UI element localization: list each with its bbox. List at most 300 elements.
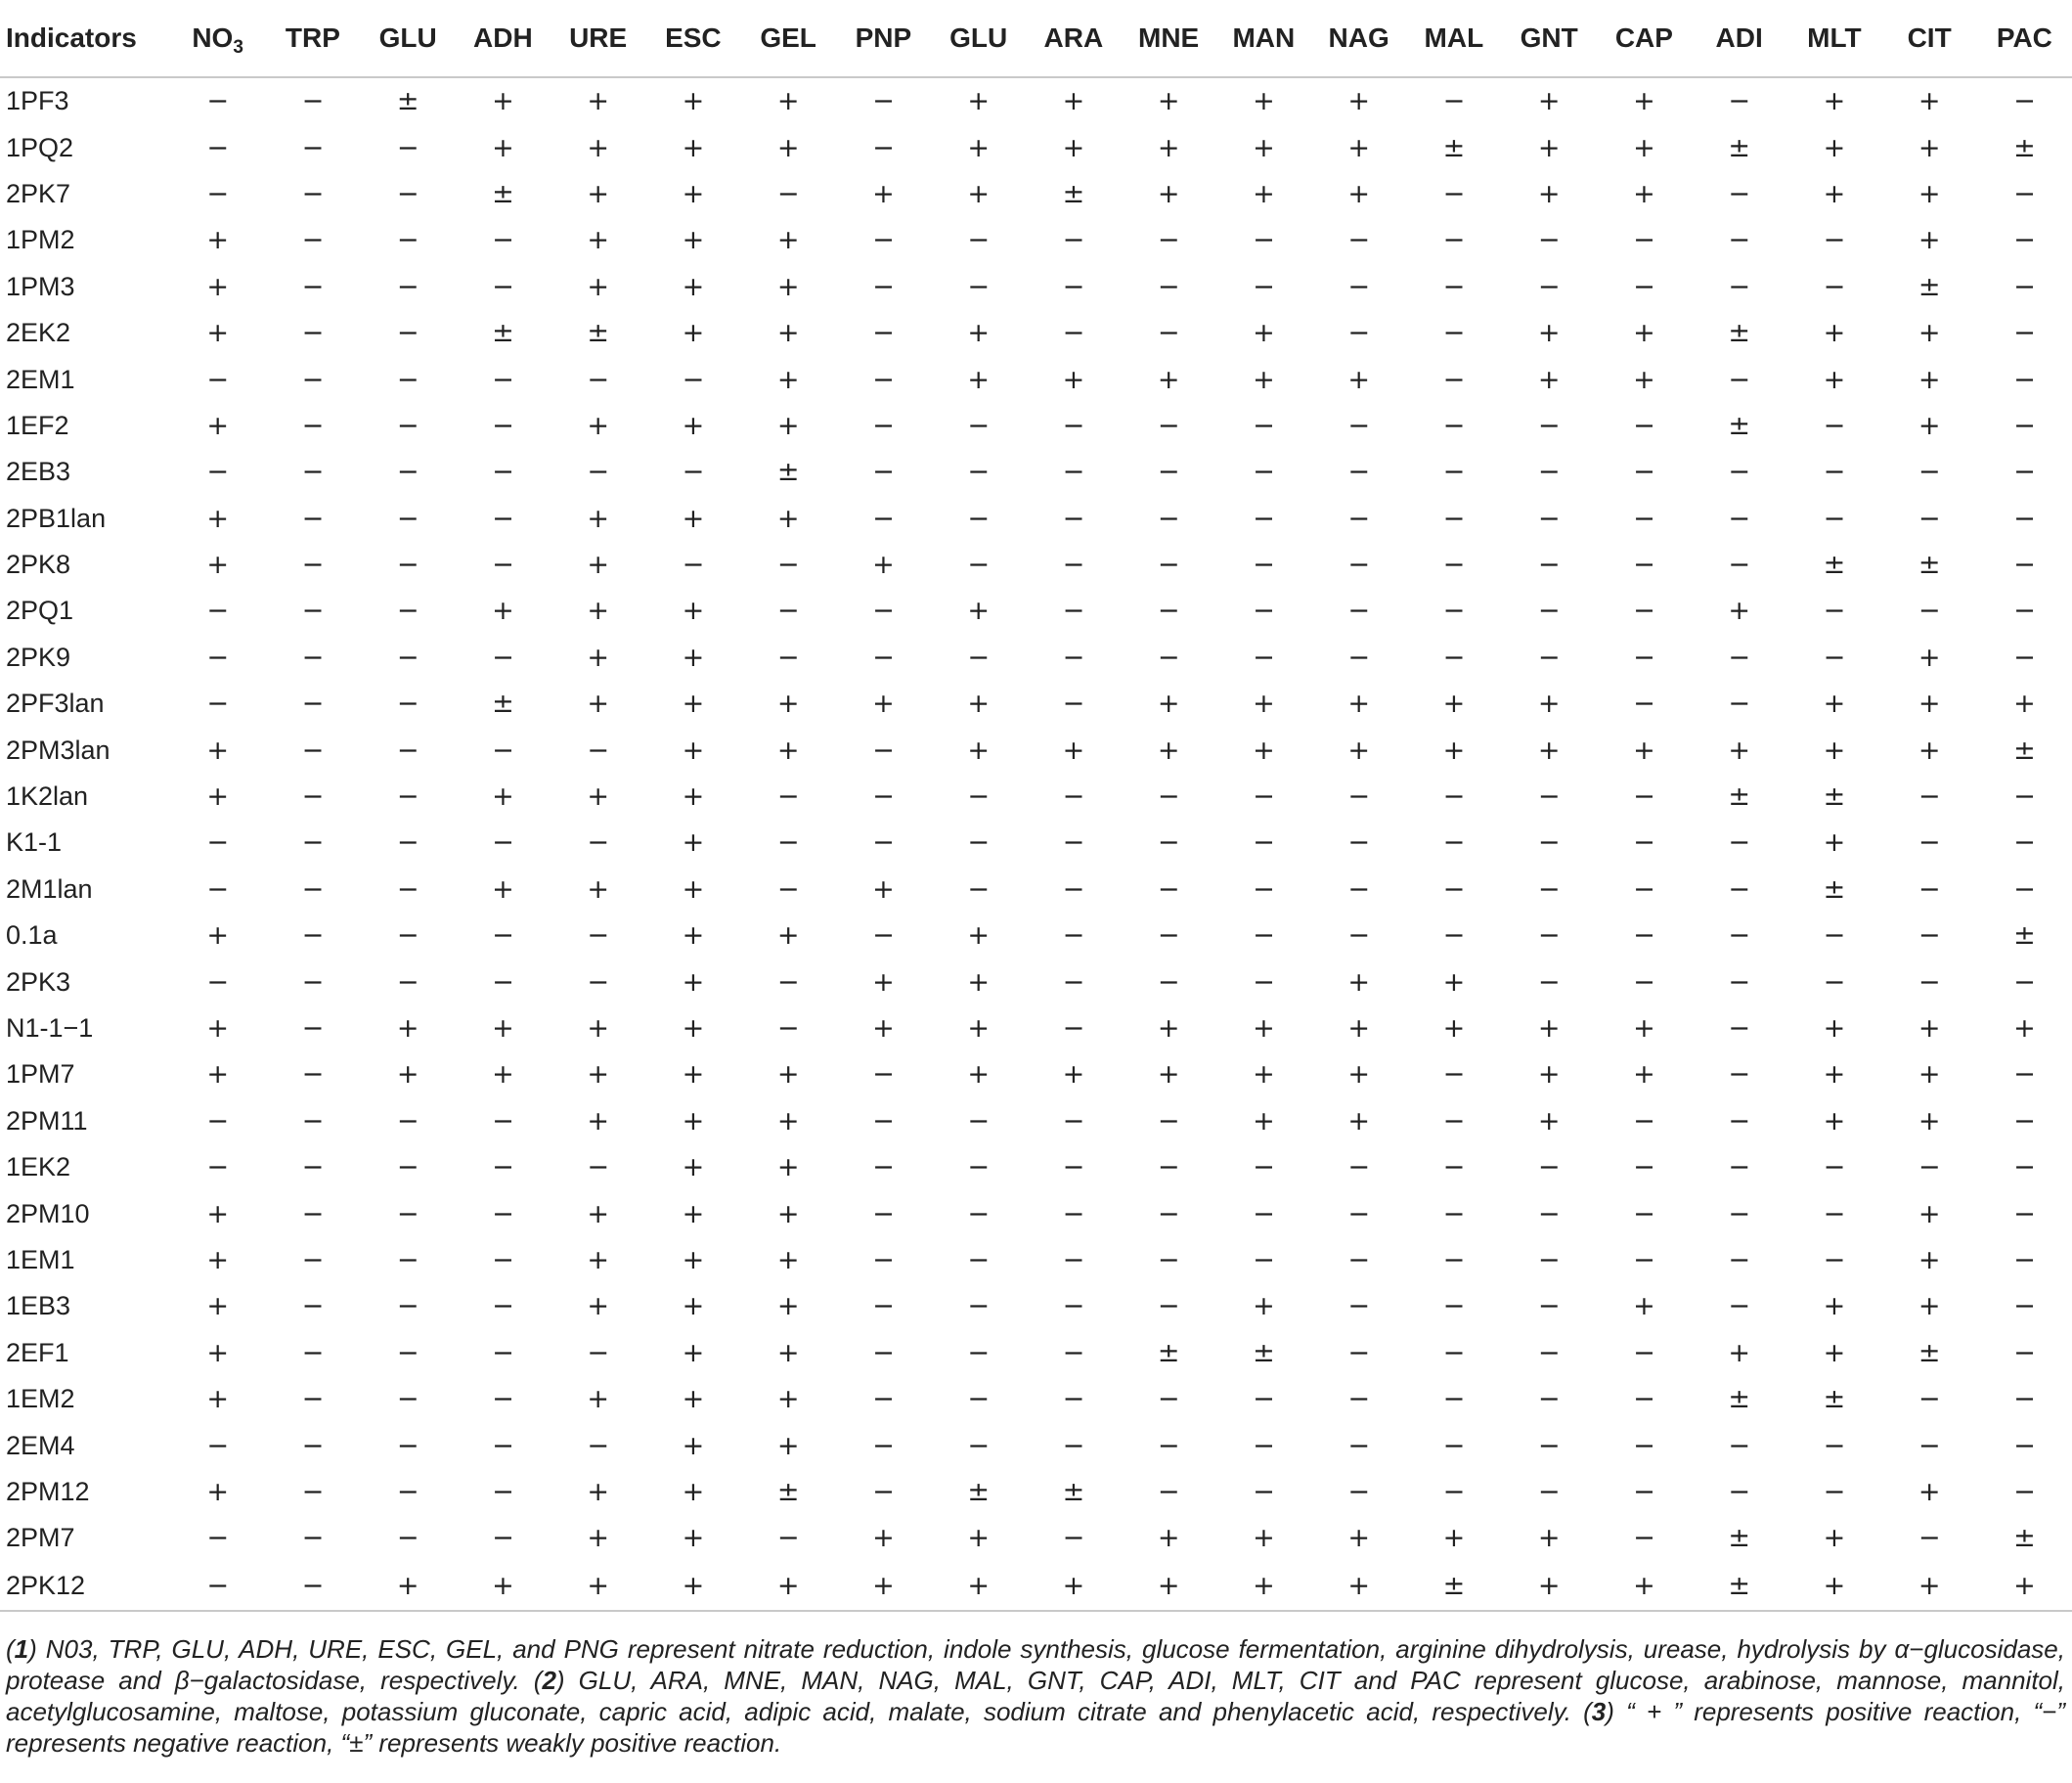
reaction-cell: + [492, 873, 514, 905]
table-footnote: (1) N03, TRP, GLU, ADH, URE, ESC, GEL, and PNG represent nitrate reduction, indole synthesis, glucose fermentation, arginine dihydrolysis, urease, hydrolysis by α−glucosidase, protease and β−galactosidase, respectively. (2) GLU, ARA, MNE, MAN, NAG, MAL, GNT, CAP, ADI, MLT, CIT and PAC represent glucose, arabinose, mannose, mannitol, acetylglucosamine, maltose, potassium gluconate, capric acid, adipic acid, malate, sodium citrate and phenylacetic acid, respectively. (3) “ + ” represents positive reaction, “−” represents negative reaction, “±” represents weakly positive reaction. [6, 1634, 2066, 1758]
footnote-number: 3 [1591, 1697, 1607, 1726]
reaction-cell: + [682, 1337, 705, 1368]
reaction-cell: − [301, 457, 325, 488]
reaction-cell: − [967, 1291, 990, 1322]
reaction-cell: − [301, 689, 325, 720]
row-header-cell: Indicators [0, 0, 170, 77]
reaction-cell: + [587, 1059, 609, 1091]
reaction-cell: − [1062, 689, 1085, 720]
reaction-cell: − [776, 966, 800, 998]
reaction-cell: + [776, 1244, 800, 1275]
reaction-cell: + [1537, 178, 1561, 209]
column-header-label: CAP [1614, 22, 1673, 53]
table-row [0, 913, 2072, 958]
reaction-cell: + [872, 689, 895, 720]
reaction-cell: − [872, 225, 895, 256]
reaction-cell: − [872, 1430, 895, 1461]
reaction-cell: − [1253, 457, 1275, 488]
reaction-cell: − [1062, 1105, 1085, 1137]
reaction-cell: − [1537, 1384, 1561, 1415]
row-label: 1EM1 [6, 1244, 75, 1274]
reaction-cell: + [587, 1013, 609, 1044]
reaction-cell: − [1062, 596, 1085, 627]
column-header [836, 0, 931, 77]
reaction-cell: + [206, 920, 229, 952]
reaction-cell: − [1442, 827, 1466, 859]
reaction-cell: − [872, 920, 895, 952]
table-body [0, 77, 2072, 1611]
table-row [0, 1051, 2072, 1097]
reaction-cell: + [1918, 735, 1941, 766]
row-label: 0.1a [6, 920, 58, 951]
table-row [0, 867, 2072, 913]
reaction-cell: − [396, 781, 419, 813]
reaction-cell: − [1728, 1198, 1750, 1229]
reaction-cell: − [206, 132, 229, 163]
reaction-cell: − [1253, 966, 1275, 998]
reaction-cell: + [587, 271, 609, 302]
reaction-cell: − [1062, 1013, 1085, 1044]
reaction-cell: − [967, 1384, 990, 1415]
reaction-cell: + [872, 1013, 895, 1044]
table-row [0, 356, 2072, 402]
reaction-cell: − [396, 503, 419, 534]
row-label: 1PM2 [6, 225, 75, 255]
reaction-cell: − [2013, 1476, 2036, 1507]
reaction-cell: − [1918, 1523, 1941, 1554]
reaction-cell: + [1062, 364, 1085, 395]
row-label: 1PM7 [6, 1059, 75, 1090]
column-header [1786, 0, 1881, 77]
reaction-cell: − [206, 873, 229, 905]
column-header [931, 0, 1026, 77]
reaction-cell: + [1597, 1562, 1692, 1611]
reaction-cell: − [1062, 781, 1085, 813]
reaction-cell: + [967, 1523, 990, 1554]
reaction-cell: − [1728, 364, 1750, 395]
reaction-cell: + [776, 735, 800, 766]
reaction-cell: − [301, 271, 325, 302]
reaction-cell: + [1823, 827, 1846, 859]
reaction-cell: + [1062, 1059, 1085, 1091]
reaction-cell: + [1537, 735, 1561, 766]
reaction-cell: − [1347, 1384, 1370, 1415]
reaction-cell: + [1633, 86, 1655, 117]
reaction-cell: + [1253, 132, 1275, 163]
column-header [1026, 0, 1121, 77]
reaction-cell: − [2013, 550, 2036, 581]
reaction-cell: + [2013, 1013, 2036, 1044]
reaction-cell: + [1537, 132, 1561, 163]
reaction-cell: − [492, 1198, 514, 1229]
column-header-label: ADH [473, 22, 533, 53]
reaction-cell: ± [1253, 1337, 1275, 1368]
reaction-cell: − [1442, 920, 1466, 952]
reaction-cell: − [967, 503, 990, 534]
reaction-cell: − [301, 1244, 325, 1275]
reaction-cell: − [1253, 271, 1275, 302]
reaction-cell: − [301, 364, 325, 395]
reaction-cell: + [967, 318, 990, 349]
reaction-cell: − [1728, 1291, 1750, 1322]
reaction-cell: − [1633, 550, 1655, 581]
reaction-cell: − [1442, 457, 1466, 488]
reaction-cell: ± [492, 178, 514, 209]
reaction-cell: − [1062, 318, 1085, 349]
reaction-cell: ± [1728, 410, 1750, 441]
reaction-cell: − [1442, 642, 1466, 673]
reaction-cell: + [1728, 596, 1750, 627]
reaction-cell: − [1347, 225, 1370, 256]
reaction-cell: − [1633, 827, 1655, 859]
reaction-cell: − [1062, 225, 1085, 256]
reaction-cell: − [587, 457, 609, 488]
reaction-cell: − [396, 132, 419, 163]
reaction-cell: + [967, 364, 990, 395]
reaction-cell: − [396, 1430, 419, 1461]
reaction-cell: − [1823, 271, 1846, 302]
reaction-cell: + [1442, 1013, 1466, 1044]
reaction-cell: − [1157, 642, 1180, 673]
reaction-cell: + [1253, 86, 1275, 117]
footnote-text: GLU, ARA, MNE, MAN, NAG, MAL, GNT, CAP, ADI, MLT, CIT and PAC represent glucose, arabinose, mannose, mannitol, acetylglucosamine, maltose, potassium gluconate, capric acid, adipic acid, malate, sodium citrate and phenylacetic acid, respectively. [6, 1666, 2066, 1726]
reaction-cell: + [1502, 1562, 1597, 1611]
reaction-cell: − [301, 596, 325, 627]
row-label: 1K2lan [6, 781, 89, 812]
reaction-cell: − [301, 550, 325, 581]
reaction-cell: − [396, 364, 419, 395]
reaction-cell: + [836, 1562, 931, 1611]
column-header [741, 0, 836, 77]
reaction-cell: − [872, 1337, 895, 1368]
reaction-cell: − [1633, 1384, 1655, 1415]
reaction-cell: − [1823, 1476, 1846, 1507]
reaction-cell: − [1537, 271, 1561, 302]
reaction-cell: − [492, 1291, 514, 1322]
reaction-cell: − [1823, 1152, 1846, 1183]
table-row [0, 958, 2072, 1004]
reaction-cell: + [1122, 1562, 1216, 1611]
reaction-cell: + [1537, 1013, 1561, 1044]
reaction-cell: − [1062, 1384, 1085, 1415]
reaction-cell: + [1157, 689, 1180, 720]
reaction-cell: + [1216, 1562, 1311, 1611]
reaction-cell: ± [1728, 132, 1750, 163]
table-row [0, 727, 2072, 773]
reaction-cell: − [1253, 781, 1275, 813]
reaction-cell: − [1157, 457, 1180, 488]
reaction-cell: + [682, 1152, 705, 1183]
reaction-cell: + [587, 1384, 609, 1415]
reaction-cell: + [1157, 1013, 1180, 1044]
reaction-cell: − [1347, 1152, 1370, 1183]
reaction-cell: − [1347, 1337, 1370, 1368]
reaction-cell: − [872, 86, 895, 117]
reaction-cell: − [2013, 1152, 2036, 1183]
reaction-cell: − [2013, 178, 2036, 209]
reaction-cell: + [682, 1384, 705, 1415]
row-label: 2PM3lan [6, 735, 110, 765]
reaction-cell: − [1537, 920, 1561, 952]
reaction-cell: − [1442, 225, 1466, 256]
reaction-cell: − [301, 318, 325, 349]
column-header [1216, 0, 1311, 77]
column-header-label: GLU [378, 22, 437, 53]
reaction-cell: + [1347, 966, 1370, 998]
reaction-cell: − [1062, 1430, 1085, 1461]
reaction-cell: − [587, 920, 609, 952]
reaction-cell: − [872, 457, 895, 488]
reaction-cell: − [967, 271, 990, 302]
column-header-label: PAC [1996, 22, 2052, 53]
reaction-cell: + [741, 1562, 836, 1611]
reaction-cell: − [492, 503, 514, 534]
reaction-cell: + [776, 1337, 800, 1368]
reaction-cell: − [1633, 1523, 1655, 1554]
reaction-cell: − [206, 364, 229, 395]
reaction-cell: − [301, 735, 325, 766]
reaction-cell: − [1062, 457, 1085, 488]
reaction-cell: − [2013, 781, 2036, 813]
reaction-cell: − [587, 966, 609, 998]
reaction-cell: − [1347, 503, 1370, 534]
reaction-cell: + [1253, 364, 1275, 395]
reaction-cell: + [682, 503, 705, 534]
reaction-cell: + [1823, 132, 1846, 163]
reaction-cell: − [1157, 1198, 1180, 1229]
reaction-cell: − [776, 550, 800, 581]
reaction-cell: ± [1157, 1337, 1180, 1368]
reaction-cell: + [492, 1059, 514, 1091]
column-header [551, 0, 645, 77]
reaction-cell: + [776, 1198, 800, 1229]
reaction-cell: + [1633, 735, 1655, 766]
reaction-cell: − [1157, 318, 1180, 349]
reaction-cell: + [682, 689, 705, 720]
reaction-cell: − [1253, 1476, 1275, 1507]
table-row [0, 1283, 2072, 1329]
reaction-cell: − [1633, 457, 1655, 488]
reaction-cell: − [1253, 1244, 1275, 1275]
reaction-cell: + [1537, 86, 1561, 117]
reaction-cell: + [776, 132, 800, 163]
table-row [0, 1098, 2072, 1144]
reaction-cell: − [1062, 1198, 1085, 1229]
reaction-cell: − [396, 1198, 419, 1229]
reaction-cell: + [967, 86, 990, 117]
reaction-cell: − [967, 1152, 990, 1183]
reaction-cell: + [776, 225, 800, 256]
reaction-cell: − [492, 457, 514, 488]
reaction-cell: + [1918, 318, 1941, 349]
table-row [0, 1515, 2072, 1561]
reaction-cell: + [1823, 689, 1846, 720]
reaction-cell: + [682, 827, 705, 859]
column-header-label: MLT [1807, 22, 1862, 53]
reaction-cell: + [1918, 410, 1941, 441]
reaction-cell: + [776, 920, 800, 952]
reaction-cell: − [1347, 271, 1370, 302]
reaction-cell: + [206, 503, 229, 534]
reaction-cell: − [1253, 1152, 1275, 1183]
reaction-cell: + [456, 1562, 551, 1611]
reaction-cell: − [1062, 550, 1085, 581]
reaction-cell: − [872, 1384, 895, 1415]
reaction-cell: − [1062, 503, 1085, 534]
reaction-cell: + [587, 225, 609, 256]
reaction-cell: ± [1062, 178, 1085, 209]
reaction-cell: − [301, 781, 325, 813]
reaction-cell: + [1157, 364, 1180, 395]
reaction-cell: ± [492, 689, 514, 720]
reaction-cell: − [872, 318, 895, 349]
table-row [0, 1190, 2072, 1236]
reaction-cell: − [1157, 781, 1180, 813]
reaction-cell: − [1442, 1105, 1466, 1137]
reaction-cell: − [301, 1384, 325, 1415]
reaction-cell: − [776, 596, 800, 627]
row-label: 2M1lan [6, 873, 93, 904]
reaction-cell: + [682, 1105, 705, 1137]
reaction-cell: − [1442, 410, 1466, 441]
reaction-cell: − [1728, 873, 1750, 905]
reaction-cell: − [301, 1291, 325, 1322]
table-row [0, 1330, 2072, 1376]
reaction-cell: − [301, 1059, 325, 1091]
reaction-cell: − [1253, 596, 1275, 627]
reaction-cell: + [682, 225, 705, 256]
reaction-cell: − [1157, 1244, 1180, 1275]
reaction-cell: + [682, 318, 705, 349]
column-header-label: ESC [665, 22, 722, 53]
reaction-cell: + [1347, 1523, 1370, 1554]
reaction-cell: − [1823, 1430, 1846, 1461]
reaction-cell: + [682, 1059, 705, 1091]
reaction-cell: − [301, 225, 325, 256]
reaction-cell: − [492, 827, 514, 859]
reaction-cell: − [1728, 689, 1750, 720]
reaction-cell: − [967, 781, 990, 813]
reaction-cell: + [1977, 1562, 2072, 1611]
reaction-cell: + [682, 781, 705, 813]
reaction-cell: − [967, 1337, 990, 1368]
reaction-cell: + [776, 1059, 800, 1091]
reaction-cell: + [1442, 966, 1466, 998]
reaction-cell: − [682, 457, 705, 488]
reaction-cell: − [206, 966, 229, 998]
reaction-cell: − [1253, 550, 1275, 581]
reaction-cell: + [587, 1523, 609, 1554]
reaction-cell: − [1062, 1337, 1085, 1368]
reaction-cell: ± [1728, 1384, 1750, 1415]
reaction-cell: + [1442, 689, 1466, 720]
reaction-cell: + [587, 503, 609, 534]
reaction-cell: − [492, 1430, 514, 1461]
reaction-cell: − [2013, 410, 2036, 441]
reaction-cell: − [301, 1152, 325, 1183]
reaction-cell: + [682, 86, 705, 117]
reaction-cell: − [492, 271, 514, 302]
reaction-cell: ± [967, 1476, 990, 1507]
reaction-cell: − [872, 132, 895, 163]
reaction-cell: + [776, 86, 800, 117]
reaction-cell: − [776, 1523, 800, 1554]
column-header [170, 0, 265, 77]
reaction-cell: − [1918, 1384, 1941, 1415]
reaction-cell: + [872, 966, 895, 998]
reaction-cell: − [492, 735, 514, 766]
reaction-cell: + [967, 735, 990, 766]
reaction-cell: − [1253, 1198, 1275, 1229]
reaction-cell: − [1347, 318, 1370, 349]
reaction-cell: − [2013, 1244, 2036, 1275]
reaction-cell: − [492, 1523, 514, 1554]
reaction-cell: − [1253, 920, 1275, 952]
reaction-cell: + [1157, 1523, 1180, 1554]
row-label: 2PF3lan [6, 689, 105, 719]
reaction-cell: − [1537, 225, 1561, 256]
reaction-cell: + [1347, 735, 1370, 766]
reaction-cell: − [2013, 1337, 2036, 1368]
reaction-cell: − [1157, 271, 1180, 302]
reaction-cell: + [587, 1198, 609, 1229]
reaction-cell: − [1633, 1152, 1655, 1183]
reaction-cell: + [396, 1059, 419, 1091]
footnote-number: 2 [542, 1666, 556, 1695]
reaction-cell: − [492, 966, 514, 998]
reaction-cell: − [1823, 503, 1846, 534]
reaction-cell: − [301, 1337, 325, 1368]
reaction-cell: − [872, 1198, 895, 1229]
reaction-cell: − [1157, 225, 1180, 256]
reaction-cell: + [776, 689, 800, 720]
reaction-cell: ± [1823, 1384, 1846, 1415]
reaction-cell: − [1633, 1476, 1655, 1507]
reaction-cell: − [1062, 827, 1085, 859]
reaction-cell: − [1537, 1152, 1561, 1183]
column-header-label: MAL [1424, 22, 1484, 53]
reaction-cell: − [1728, 1430, 1750, 1461]
reaction-cell: − [1442, 503, 1466, 534]
reaction-cell: + [206, 318, 229, 349]
reaction-cell: + [1347, 1013, 1370, 1044]
reaction-cell: + [931, 1562, 1026, 1611]
reaction-cell: − [1728, 1152, 1750, 1183]
reaction-cell: + [1157, 132, 1180, 163]
reaction-cell: ± [1823, 781, 1846, 813]
reaction-cell: + [1253, 1013, 1275, 1044]
reaction-cell: + [587, 132, 609, 163]
table-row [0, 264, 2072, 310]
reaction-cell: − [587, 1152, 609, 1183]
column-header-label: ARA [1043, 22, 1104, 53]
reaction-cell: − [1062, 1152, 1085, 1183]
reaction-cell: + [492, 132, 514, 163]
reaction-cell: − [587, 827, 609, 859]
reaction-cell: − [1728, 1059, 1750, 1091]
reaction-cell: − [2013, 364, 2036, 395]
reaction-cell: + [682, 920, 705, 952]
reaction-cell: + [1633, 178, 1655, 209]
reaction-cell: − [492, 1152, 514, 1183]
reaction-cell: + [1253, 689, 1275, 720]
reaction-cell: + [1537, 318, 1561, 349]
reaction-cell: + [1823, 1013, 1846, 1044]
reaction-cell: − [2013, 1059, 2036, 1091]
reaction-cell: + [1537, 1059, 1561, 1091]
reaction-cell: + [1537, 1523, 1561, 1554]
reaction-cell: − [1918, 920, 1941, 952]
